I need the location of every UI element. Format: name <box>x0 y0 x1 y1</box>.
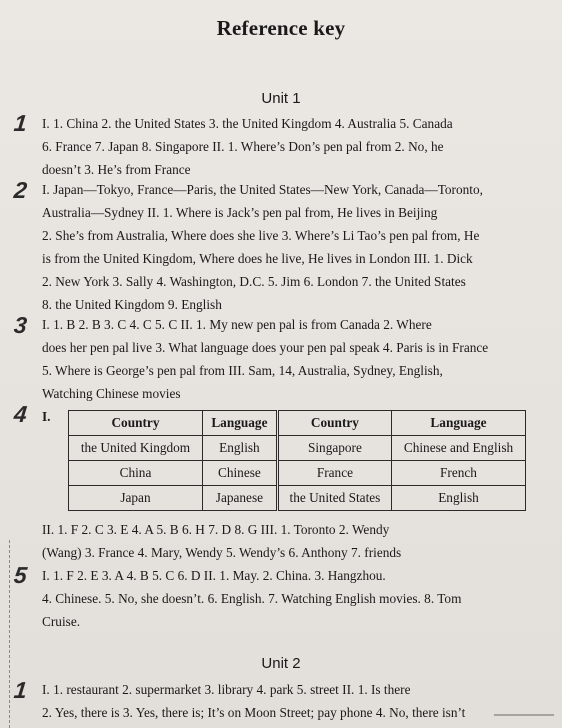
section-2-answers <box>42 178 526 316</box>
table-cell: Singapore <box>277 436 391 461</box>
answer-line: 4. Chinese. 5. No, she doesn’t. 6. English. 7. Watching English movies. 8. Tom <box>42 591 462 606</box>
table-cell: Chinese <box>202 461 277 486</box>
answer-line: 5. Where is George’s pen pal from III. Sam, 14, Australia, Sydney, English, <box>42 363 443 378</box>
table-row <box>69 461 526 486</box>
column-header: Country <box>277 411 391 436</box>
page-title: Reference key <box>216 16 346 40</box>
column-header: Country <box>69 411 203 436</box>
unit-heading-1: Unit 1 <box>261 90 301 107</box>
answer-line: 2. New York 3. Sally 4. Washington, D.C. 5. Jim 6. London 7. the United States <box>42 274 466 289</box>
answer-line: Cruise. <box>42 614 81 629</box>
column-header: Language <box>392 411 526 436</box>
section-number: 3 <box>12 312 29 338</box>
answer-line: II. 1. F 2. C 3. E 4. A 5. B 6. H 7. D 8. G III. 1. Toronto 2. Wendy <box>42 522 390 537</box>
column-header: Language <box>202 411 277 436</box>
page-edge-mark <box>494 714 554 728</box>
unit-2-section-1-answers <box>42 678 526 724</box>
section-4-answers <box>42 518 526 564</box>
answer-line: doesn’t 3. He’s from France <box>42 162 191 177</box>
section-1-answers <box>42 112 526 181</box>
answer-line: I. <box>42 409 51 424</box>
unit-heading-2: Unit 2 <box>261 655 301 672</box>
answer-line: I. Japan—Tokyo, France—Paris, the United States—New York, Canada—Toronto, <box>42 182 483 197</box>
table-cell: English <box>392 486 526 511</box>
section-number: 1 <box>12 677 29 703</box>
section-3-answers <box>42 313 526 405</box>
answer-line: 8. the United Kingdom 9. English <box>42 297 222 312</box>
table-cell: Japan <box>69 486 203 511</box>
answer-line: I. 1. B 2. B 3. C 4. C 5. C II. 1. My new pen pal is from Canada 2. Where <box>42 317 432 332</box>
answer-line: Australia—Sydney II. 1. Where is Jack’s pen pal from, He lives in Beijing <box>42 205 438 220</box>
answer-line: Watching Chinese movies <box>42 386 181 401</box>
table-header-row <box>69 411 526 436</box>
table-cell: English <box>202 436 277 461</box>
answer-line: 2. Yes, there is 3. Yes, there is; It’s on Moon Street; pay phone 4. No, there isn’t <box>42 705 466 720</box>
table-cell: China <box>69 461 203 486</box>
table-cell: the United Kingdom <box>69 436 203 461</box>
table-cell: France <box>277 461 391 486</box>
answer-line: 6. France 7. Japan 8. Singapore II. 1. Where’s Don’s pen pal from 2. No, he <box>42 139 444 154</box>
answer-line: does her pen pal live 3. What language does your pen pal speak 4. Paris is in France <box>42 340 489 355</box>
section-number: 4 <box>12 401 29 427</box>
answer-line: is from the United Kingdom, Where does he live, He lives in London III. 1. Dick <box>42 251 473 266</box>
section-5-answers <box>42 564 526 633</box>
country-language-table <box>68 410 526 511</box>
table-cell: Chinese and English <box>392 436 526 461</box>
table-cell: the United States <box>277 486 391 511</box>
answer-line: I. 1. China 2. the United States 3. the United Kingdom 4. Australia 5. Canada <box>42 116 453 131</box>
section-number: 5 <box>12 562 29 588</box>
answer-line: 2. She’s from Australia, Where does she live 3. Where’s Li Tao’s pen pal from, He <box>42 228 480 243</box>
answer-line: I. 1. restaurant 2. supermarket 3. library 4. park 5. street II. 1. Is there <box>42 682 411 697</box>
section-number: 1 <box>12 110 29 136</box>
table-cell: French <box>392 461 526 486</box>
answer-line: I. 1. F 2. E 3. A 4. B 5. C 6. D II. 1. May. 2. China. 3. Hangzhou. <box>42 568 386 583</box>
answer-line: (Wang) 3. France 4. Mary, Wendy 5. Wendy’s 6. Anthony 7. friends <box>42 545 402 560</box>
section-number: 2 <box>12 177 29 203</box>
table-row <box>69 436 526 461</box>
table-cell: Japanese <box>202 486 277 511</box>
binding-dashed-line <box>9 540 10 728</box>
table-row <box>69 486 526 511</box>
